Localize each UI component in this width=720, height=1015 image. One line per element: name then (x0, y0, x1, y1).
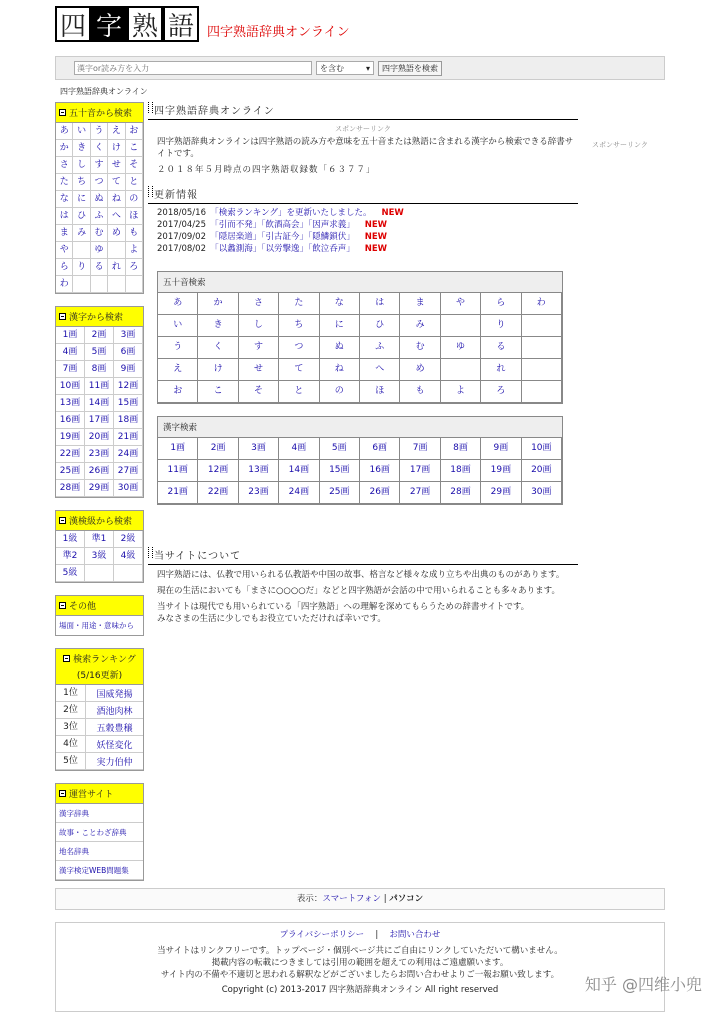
collapse-icon (59, 313, 66, 320)
kanji-table-grid (158, 438, 562, 504)
gojuon-table-grid (158, 293, 562, 403)
gojuon-table-cell[interactable]: む (400, 337, 440, 359)
entry-count: ２０１８年５月時点の四字熟語収録数「６３７７」 (157, 165, 376, 175)
kanji-table-cell[interactable]: 30画 (522, 482, 562, 504)
gojuon-table-cell[interactable]: め (400, 359, 440, 381)
kanji-stroke-cell[interactable]: 19画 (56, 429, 85, 446)
ranking-item[interactable] (56, 702, 143, 719)
gojuon-table-cell[interactable]: ひ (360, 315, 400, 337)
kanji-table-cell[interactable]: 19画 (481, 460, 521, 482)
search-bar (55, 56, 665, 80)
gojuon-cell[interactable]: ら (56, 259, 73, 276)
kanji-table-cell[interactable]: 10画 (522, 438, 562, 460)
about-text: 当サイトは現代でも用いられている「四字熟語」への理解を深めてもらうための辞書サイトです。 みなさまの生活に少しでもお役立ていただければ幸いです。 (157, 602, 530, 624)
sponsor-label: スポンサーリンク (335, 125, 391, 133)
site-logo[interactable] (55, 6, 350, 42)
table-title: 五十音検索 (158, 272, 562, 293)
gojuon-table-cell[interactable]: そ (239, 381, 279, 403)
news-link[interactable]: 「引而不発」「飲酒高会」「因声求義」 (214, 220, 355, 230)
privacy-link[interactable]: プライバシーポリシー (279, 930, 365, 940)
kanji-stroke-cell[interactable]: 15画 (114, 395, 143, 412)
kanji-box (55, 306, 144, 498)
gojuon-table-cell[interactable]: ふ (360, 337, 400, 359)
gojuon-table-cell[interactable]: ま (400, 293, 440, 315)
gojuon-table-cell[interactable]: お (158, 381, 198, 403)
gojuon-cell[interactable]: に (73, 191, 90, 208)
kanji-stroke-cell[interactable]: 25画 (56, 463, 85, 480)
kentei-cell[interactable]: 準1 (85, 531, 114, 548)
news-link[interactable]: 「以蠡測海」「以労撃逸」「飲泣呑声」 (214, 244, 355, 254)
ranking-item[interactable] (56, 719, 143, 736)
footer (55, 922, 665, 1012)
pc-label: パソコン (389, 894, 424, 904)
search-button[interactable]: 四字熟語を検索 (378, 61, 442, 76)
gojuon-cell (73, 276, 90, 293)
display-switch (55, 888, 665, 910)
box-title: 五十音から検索 (69, 109, 133, 119)
about-heading: 当サイトについて (148, 545, 578, 565)
gojuon-cell[interactable]: せ (108, 157, 125, 174)
gojuon-cell (108, 242, 125, 259)
gojuon-table-cell[interactable]: な (320, 293, 360, 315)
site-link[interactable]: 故事・ことわざ辞典 (56, 823, 143, 842)
gojuon-cell (91, 276, 108, 293)
gojuon-cell[interactable]: あ (56, 123, 73, 140)
gojuon-table-cell[interactable]: ほ (360, 381, 400, 403)
gojuon-cell[interactable]: た (56, 174, 73, 191)
ranking-name[interactable]: 五穀豊穣 (96, 723, 133, 734)
search-mode-value: を含む (320, 63, 344, 73)
new-badge: NEW (364, 244, 388, 254)
gojuon-cell (126, 276, 143, 293)
gojuon-table-cell[interactable]: ち (279, 315, 319, 337)
table-title: 漢字検索 (158, 417, 562, 438)
kentei-cell[interactable]: 1級 (56, 531, 85, 548)
gojuon-cell[interactable]: し (73, 157, 90, 174)
copyright: Copyright (c) 2013-2017 四字熟語辞典オンライン All right reserved (221, 985, 499, 995)
gojuon-cell[interactable]: お (126, 123, 143, 140)
news-heading: 更新情報 (148, 184, 578, 204)
kanji-table-cell[interactable]: 24画 (279, 482, 319, 504)
kanji-table-cell[interactable]: 13画 (239, 460, 279, 482)
ranking-position: 5位 (56, 753, 86, 769)
gojuon-table-cell[interactable]: ゆ (441, 337, 481, 359)
kanji-stroke-cell[interactable]: 23画 (85, 446, 114, 463)
gojuon-table-cell[interactable]: へ (360, 359, 400, 381)
kanji-table-cell[interactable]: 11画 (158, 460, 198, 482)
dropdown-arrow-icon: ▾ (365, 63, 370, 73)
gojuon-table-cell[interactable]: こ (198, 381, 238, 403)
ranking-name[interactable]: 実力伯仲 (96, 757, 133, 768)
kentei-cell (85, 565, 114, 582)
box-title: その他 (69, 602, 97, 612)
kanji-stroke-cell[interactable]: 9画 (114, 361, 143, 378)
box-title: 検索ランキング (73, 655, 136, 665)
gojuon-cell[interactable]: よ (126, 242, 143, 259)
gojuon-table-cell[interactable]: く (198, 337, 238, 359)
ranking-box (55, 648, 144, 771)
gojuon-cell[interactable]: き (73, 140, 90, 157)
gojuon-table-cell[interactable]: る (481, 337, 521, 359)
gojuon-cell[interactable]: み (73, 225, 90, 242)
kanji-table-cell[interactable]: 1画 (158, 438, 198, 460)
gojuon-table-cell[interactable]: も (400, 381, 440, 403)
kanji-stroke-cell[interactable]: 26画 (85, 463, 114, 480)
kanji-stroke-cell[interactable]: 6画 (114, 344, 143, 361)
gojuon-table-cell[interactable]: や (441, 293, 481, 315)
kanji-table-cell[interactable]: 12画 (198, 460, 238, 482)
news-list (148, 207, 578, 255)
gojuon-table-cell (522, 359, 562, 381)
site-link[interactable]: 地名辞典 (56, 842, 143, 861)
gojuon-cell (73, 242, 90, 259)
contact-link[interactable]: お問い合わせ (389, 930, 441, 940)
kentei-grid (56, 531, 143, 582)
gojuon-table-cell[interactable]: ら (481, 293, 521, 315)
sidebar (55, 102, 144, 893)
other-link[interactable]: 場面・用途・意味から (59, 621, 134, 630)
kanji-table-cell[interactable]: 15画 (320, 460, 360, 482)
logo-char: 語 (163, 6, 199, 42)
watermark: 知乎 @四维小兜 (584, 975, 702, 994)
gojuon-cell[interactable]: と (126, 174, 143, 191)
gojuon-table-cell[interactable]: せ (239, 359, 279, 381)
kanji-table (157, 416, 563, 505)
kanji-stroke-cell[interactable]: 14画 (85, 395, 114, 412)
gojuon-cell[interactable]: う (91, 123, 108, 140)
gojuon-cell[interactable]: ね (108, 191, 125, 208)
sites-box (55, 783, 144, 881)
gojuon-table-cell[interactable]: に (320, 315, 360, 337)
news-item (157, 207, 578, 219)
kentei-cell[interactable]: 5級 (56, 565, 85, 582)
box-title: 漢検級から検索 (69, 517, 133, 527)
new-badge: NEW (381, 208, 404, 218)
kanji-stroke-cell[interactable]: 11画 (85, 378, 114, 395)
gojuon-cell[interactable]: ひ (73, 208, 90, 225)
news-link[interactable]: 「検索ランキング」を更新いたしました。 (214, 208, 372, 218)
kanji-table-cell[interactable]: 6画 (360, 438, 400, 460)
collapse-icon (59, 109, 66, 116)
ranking-position: 1位 (56, 685, 86, 701)
ranking-name[interactable]: 酒池肉林 (96, 706, 133, 717)
ranking-position: 3位 (56, 719, 86, 735)
kanji-table-cell[interactable]: 18画 (441, 460, 481, 482)
gojuon-cell[interactable]: も (126, 225, 143, 242)
gojuon-cell[interactable]: ま (56, 225, 73, 242)
news-date: 2017/09/02 (157, 232, 215, 242)
kanji-table-cell[interactable]: 28画 (441, 482, 481, 504)
kanji-table-cell[interactable]: 2画 (198, 438, 238, 460)
gojuon-table-cell[interactable]: よ (441, 381, 481, 403)
kanji-table-cell[interactable]: 26画 (360, 482, 400, 504)
gojuon-cell[interactable]: い (73, 123, 90, 140)
gojuon-table-cell (522, 381, 562, 403)
kanji-stroke-cell[interactable]: 20画 (85, 429, 114, 446)
kanji-table-cell[interactable]: 5画 (320, 438, 360, 460)
kentei-cell[interactable]: 3級 (85, 548, 114, 565)
kanji-stroke-cell[interactable]: 4画 (56, 344, 85, 361)
ranking-list (56, 685, 143, 770)
about-text: 四字熟語には、仏教で用いられる仏教語や中国の故事、格言など様々な成り立ちや出典のものがあります。 (157, 570, 565, 580)
gojuon-cell (108, 276, 125, 293)
kanji-stroke-cell[interactable]: 18画 (114, 412, 143, 429)
collapse-icon (59, 602, 66, 609)
kanji-stroke-cell[interactable]: 8画 (85, 361, 114, 378)
footer-text: 掲載内容の転載につきましては引用の範囲を超えての利用はご遠慮願います。 (211, 958, 509, 968)
ranking-updated: (5/16更新) (76, 671, 123, 681)
gojuon-cell[interactable]: ろ (126, 259, 143, 276)
gojuon-cell[interactable]: け (108, 140, 125, 157)
kanji-stroke-cell[interactable]: 22画 (56, 446, 85, 463)
gojuon-cell[interactable]: り (73, 259, 90, 276)
gojuon-table-cell[interactable]: し (239, 315, 279, 337)
kanji-table-cell[interactable]: 8画 (441, 438, 481, 460)
display-label: 表示： (296, 894, 323, 904)
kanji-table-cell[interactable]: 9画 (481, 438, 521, 460)
news-date: 2017/04/25 (157, 220, 215, 230)
gojuon-cell[interactable]: な (56, 191, 73, 208)
gojuon-cell[interactable]: ゆ (91, 242, 108, 259)
kentei-cell (114, 565, 143, 582)
footer-text: 当サイトはリンクフリーです。トップページ・個別ページ共にご自由にリンクしていただいて構いません。 (157, 946, 563, 956)
gojuon-table-cell[interactable]: さ (239, 293, 279, 315)
news-date: 2017/08/02 (157, 244, 215, 254)
gojuon-table-cell[interactable]: け (198, 359, 238, 381)
kanji-table-cell[interactable]: 27画 (400, 482, 440, 504)
news-item (157, 231, 578, 243)
new-badge: NEW (364, 232, 388, 242)
page-title: 四字熟語辞典オンライン (148, 100, 578, 120)
kanji-table-cell[interactable]: 14画 (279, 460, 319, 482)
ranking-item[interactable] (56, 736, 143, 753)
logo-char: 熟 (127, 6, 163, 42)
gojuon-cell[interactable]: こ (126, 140, 143, 157)
logo-char: 字 (91, 6, 127, 42)
gojuon-table-cell[interactable]: て (279, 359, 319, 381)
kanji-stroke-cell[interactable]: 1画 (56, 327, 85, 344)
gojuon-table-cell[interactable]: え (158, 359, 198, 381)
footer-text: サイト内の不備や不適切と思われる解釈などがございましたらお問い合わせよりご一報お願い致します。 (160, 970, 560, 980)
ranking-name[interactable]: 国威発揚 (96, 689, 133, 700)
gojuon-cell[interactable]: は (56, 208, 73, 225)
gojuon-cell[interactable]: く (91, 140, 108, 157)
gojuon-cell[interactable]: む (91, 225, 108, 242)
kanji-stroke-cell[interactable]: 10画 (56, 378, 85, 395)
kanji-stroke-cell[interactable]: 3画 (114, 327, 143, 344)
gojuon-grid (56, 123, 143, 293)
kanji-table-cell[interactable]: 23画 (239, 482, 279, 504)
gojuon-table-cell[interactable]: す (239, 337, 279, 359)
gojuon-table-cell[interactable]: の (320, 381, 360, 403)
new-badge: NEW (364, 220, 388, 230)
gojuon-table-cell[interactable]: ぬ (320, 337, 360, 359)
gojuon-cell[interactable]: ち (73, 174, 90, 191)
gojuon-table-cell (522, 337, 562, 359)
kanji-stroke-cell[interactable]: 27画 (114, 463, 143, 480)
gojuon-cell[interactable]: わ (56, 276, 73, 293)
news-item (157, 243, 578, 255)
gojuon-table-cell[interactable]: つ (279, 337, 319, 359)
gojuon-table-cell[interactable]: き (198, 315, 238, 337)
kanji-stroke-cell[interactable]: 30画 (114, 480, 143, 497)
kanji-table-cell[interactable]: 17画 (400, 460, 440, 482)
about-text: 現在の生活においても「まさに○○○○だ」などと四字熟語が会話の中で用いられることも多々あります。 (157, 586, 560, 596)
gojuon-table (157, 271, 563, 404)
kentei-cell[interactable]: 4級 (114, 548, 143, 565)
kentei-cell[interactable]: 2級 (114, 531, 143, 548)
collapse-icon (59, 790, 66, 797)
gojuon-cell[interactable]: さ (56, 157, 73, 174)
ranking-item[interactable] (56, 753, 143, 770)
kentei-cell[interactable]: 準2 (56, 548, 85, 565)
box-title: 漢字から検索 (69, 313, 124, 323)
gojuon-table-cell[interactable]: み (400, 315, 440, 337)
gojuon-cell[interactable]: ふ (91, 208, 108, 225)
gojuon-cell[interactable]: ほ (126, 208, 143, 225)
gojuon-table-cell[interactable]: ろ (481, 381, 521, 403)
collapse-icon (63, 655, 70, 662)
search-mode-select[interactable] (316, 61, 374, 75)
kanji-table-cell[interactable]: 4画 (279, 438, 319, 460)
kanji-stroke-cell[interactable]: 5画 (85, 344, 114, 361)
separator: | (375, 930, 379, 940)
gojuon-cell[interactable]: て (108, 174, 125, 191)
gojuon-cell[interactable]: め (108, 225, 125, 242)
gojuon-table-cell[interactable]: あ (158, 293, 198, 315)
kanji-table-cell[interactable]: 25画 (320, 482, 360, 504)
news-item (157, 219, 578, 231)
kanji-table-cell[interactable]: 3画 (239, 438, 279, 460)
other-box (55, 595, 144, 636)
site-subtitle: 四字熟語辞典オンライン (207, 25, 350, 40)
gojuon-cell[interactable]: え (108, 123, 125, 140)
news-date: 2018/05/16 (157, 208, 215, 218)
site-link[interactable]: 漢字辞典 (56, 804, 143, 823)
ranking-name[interactable]: 妖怪変化 (96, 740, 133, 751)
gojuon-table-cell[interactable]: ね (320, 359, 360, 381)
gojuon-table-cell[interactable]: い (158, 315, 198, 337)
gojuon-table-cell[interactable]: か (198, 293, 238, 315)
gojuon-cell[interactable]: ぬ (91, 191, 108, 208)
gojuon-table-cell[interactable]: り (481, 315, 521, 337)
kanji-stroke-cell[interactable]: 13画 (56, 395, 85, 412)
logo-char: 四 (55, 6, 91, 42)
search-input[interactable] (74, 61, 312, 75)
kanji-table-cell[interactable]: 7画 (400, 438, 440, 460)
collapse-icon (59, 517, 66, 524)
ranking-position: 2位 (56, 702, 86, 718)
sites-list (56, 804, 143, 880)
gojuon-cell[interactable]: そ (126, 157, 143, 174)
breadcrumb[interactable]: 四字熟語辞典オンライン (60, 87, 148, 96)
kentei-box (55, 510, 144, 583)
gojuon-cell[interactable]: や (56, 242, 73, 259)
kanji-table-cell[interactable]: 29画 (481, 482, 521, 504)
kanji-stroke-cell[interactable]: 17画 (85, 412, 114, 429)
news-link[interactable]: 「隠居楽道」「引古証今」「隠鱗鎖伏」 (214, 232, 355, 242)
gojuon-cell[interactable]: つ (91, 174, 108, 191)
gojuon-cell[interactable]: る (91, 259, 108, 276)
gojuon-table-cell (441, 359, 481, 381)
kanji-stroke-cell[interactable]: 2画 (85, 327, 114, 344)
main-content (148, 100, 578, 629)
kanji-table-cell[interactable]: 22画 (198, 482, 238, 504)
kanji-table-cell[interactable]: 21画 (158, 482, 198, 504)
gojuon-table-cell[interactable]: と (279, 381, 319, 403)
kanji-table-cell[interactable]: 16画 (360, 460, 400, 482)
intro-text: 四字熟語辞典オンラインは四字熟語の読み方や意味を五十音または熟語に含まれる漢字から検索できる辞書サイトです。 (157, 137, 574, 159)
kanji-stroke-cell[interactable]: 24画 (114, 446, 143, 463)
ranking-position: 4位 (56, 736, 86, 752)
site-link[interactable]: 漢字検定WEB問題集 (56, 861, 143, 880)
kanji-stroke-cell[interactable]: 16画 (56, 412, 85, 429)
kanji-grid (56, 327, 143, 497)
kanji-table-cell[interactable]: 20画 (522, 460, 562, 482)
box-title: 運営サイト (69, 790, 114, 800)
kanji-stroke-cell[interactable]: 28画 (56, 480, 85, 497)
gojuon-cell[interactable]: の (126, 191, 143, 208)
gojuon-table-cell (522, 315, 562, 337)
gojuon-table-cell[interactable]: れ (481, 359, 521, 381)
gojuon-table-cell[interactable]: わ (522, 293, 562, 315)
smartphone-link[interactable]: スマートフォン (322, 894, 382, 904)
gojuon-table-cell[interactable]: う (158, 337, 198, 359)
gojuon-table-cell[interactable]: は (360, 293, 400, 315)
gojuon-cell[interactable]: れ (108, 259, 125, 276)
gojuon-table-cell[interactable]: た (279, 293, 319, 315)
kanji-stroke-cell[interactable]: 12画 (114, 378, 143, 395)
gojuon-table-cell (441, 315, 481, 337)
separator: | (383, 894, 387, 904)
side-sponsor-label: スポンサーリンク (592, 141, 648, 149)
ranking-item[interactable] (56, 685, 143, 702)
kanji-stroke-cell[interactable]: 7画 (56, 361, 85, 378)
kanji-stroke-cell[interactable]: 29画 (85, 480, 114, 497)
gojuon-cell[interactable]: へ (108, 208, 125, 225)
kanji-stroke-cell[interactable]: 21画 (114, 429, 143, 446)
gojuon-cell[interactable]: す (91, 157, 108, 174)
gojuon-box (55, 102, 144, 294)
gojuon-cell[interactable]: か (56, 140, 73, 157)
